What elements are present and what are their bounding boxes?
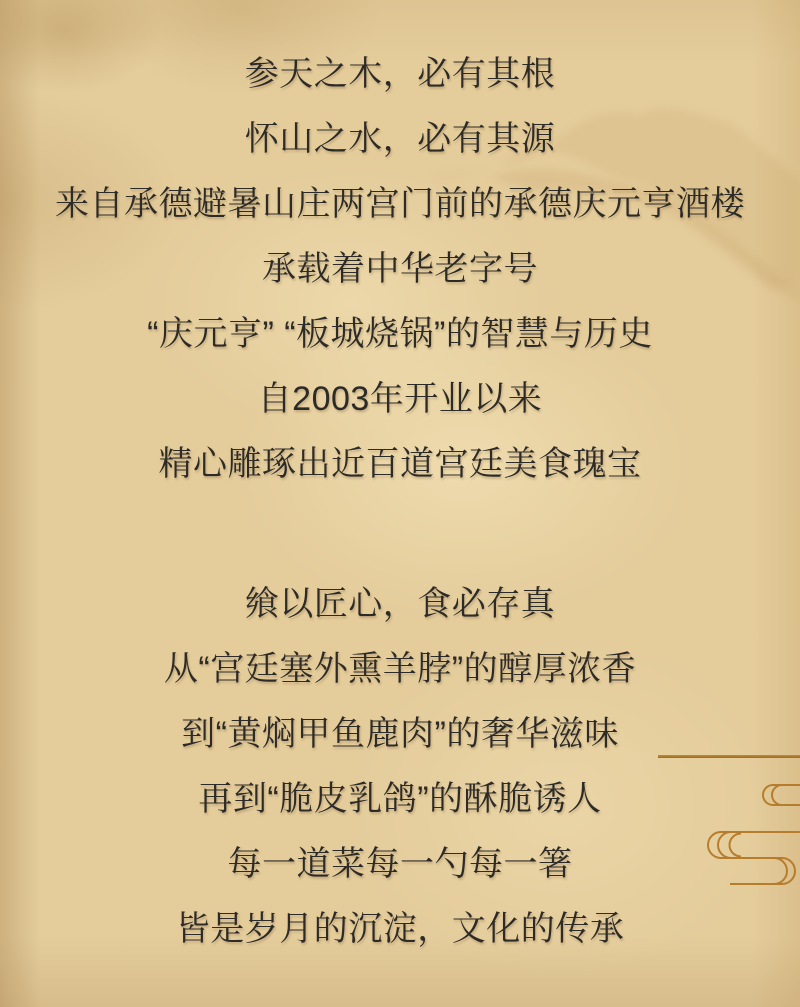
- body-line: 再到“脆皮乳鸽”的酥脆诱人: [198, 780, 602, 818]
- intro-line: 来自承德避暑山庄两宫门前的承德庆元亨酒楼: [55, 185, 745, 223]
- intro-line: 精心雕琢出近百道宫廷美食瑰宝: [158, 445, 642, 483]
- body-line: 飨以匠心，食必存真: [244, 585, 556, 623]
- body-line: 到“黄焖甲鱼鹿肉”的奢华滋味: [181, 715, 619, 753]
- intro-line: “庆元亨” “板城烧锅”的智慧与历史: [147, 315, 653, 353]
- body-stanza: [0, 572, 800, 962]
- gold-divider-line: [658, 755, 800, 758]
- intro-line: 参天之木，必有其根: [244, 55, 556, 93]
- intro-stanza: [0, 42, 800, 497]
- intro-line: 承载着中华老字号: [262, 250, 538, 288]
- body-line: 皆是岁月的沉淀，文化的传承: [175, 910, 625, 948]
- body-line: 从“宫廷塞外熏羊脖”的醇厚浓香: [163, 650, 637, 688]
- intro-line: 自2003年开业以来: [257, 380, 543, 418]
- body-line: 每一道菜每一勺每一箸: [227, 845, 573, 883]
- intro-line: 怀山之水，必有其源: [244, 120, 556, 158]
